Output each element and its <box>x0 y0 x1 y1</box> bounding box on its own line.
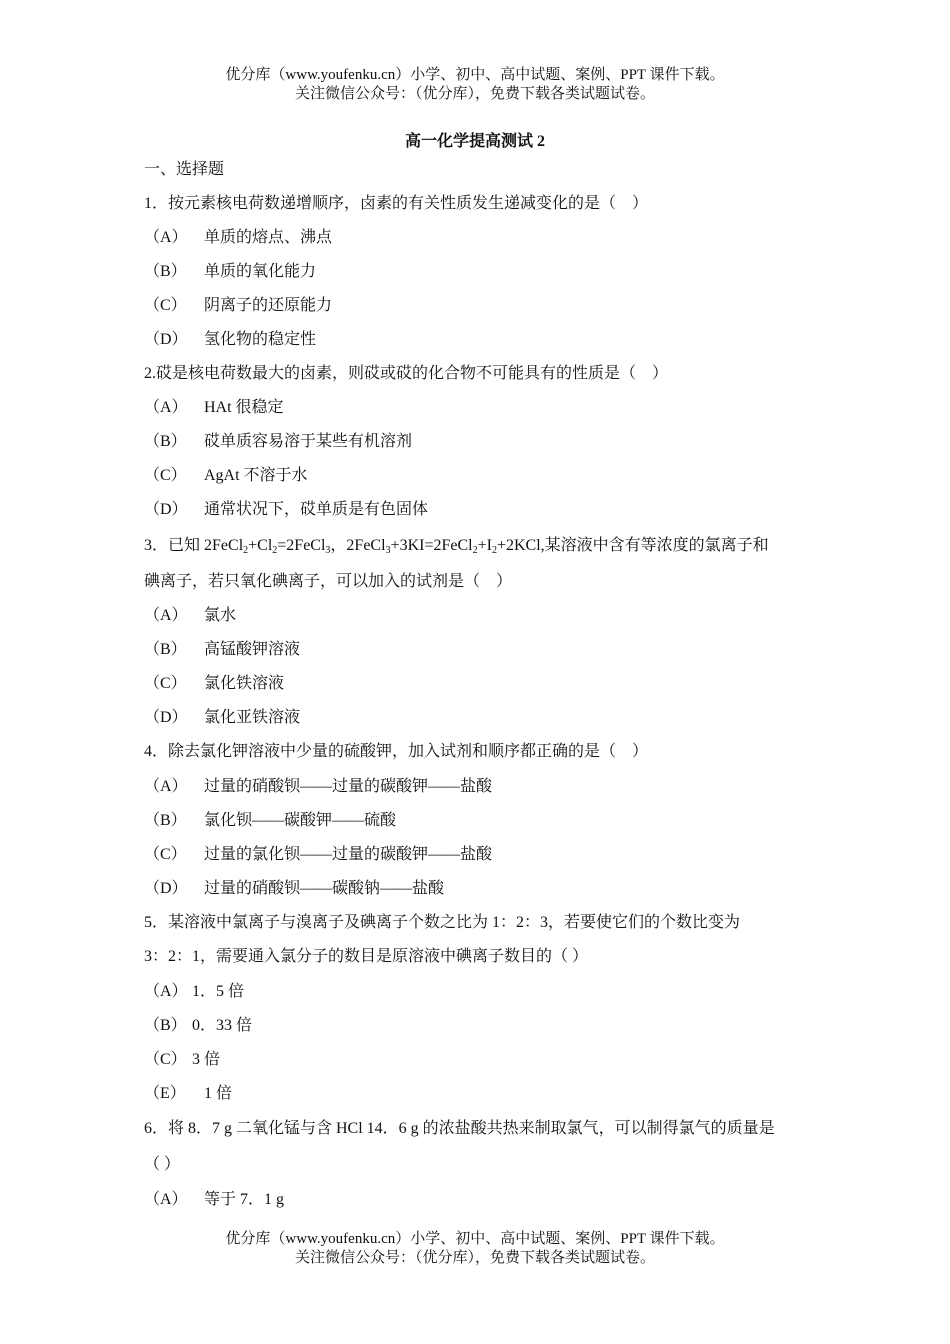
question-4-option-b <box>144 811 396 831</box>
question-2-option-a <box>144 398 284 418</box>
option-label: （B） <box>144 812 187 829</box>
question-3-option-b <box>144 640 300 660</box>
option-label: （C） <box>144 846 187 863</box>
option-label: （D） <box>144 880 188 897</box>
page-title: 高一化学提高测试 2 <box>404 133 545 150</box>
question-1-option-a <box>144 228 332 248</box>
page-header <box>0 66 950 104</box>
equation-part: +I <box>477 537 492 554</box>
option-label: （A） <box>144 778 188 795</box>
option-text: 0．33 倍 <box>192 1017 253 1034</box>
subscript: 3 <box>385 545 391 556</box>
header-line-1: 优分库（www.youfenku.cn）小学、初中、高中试题、案例、PPT 课件下载。 <box>225 67 725 83</box>
question-1-stem: 1．按元素核电荷数递增顺序，卤素的有关性质发生递减变化的是（ ） <box>144 195 649 212</box>
option-text: 氯化铁溶液 <box>204 675 285 692</box>
equation-part: +2KCl, <box>496 537 545 554</box>
question-1-option-d <box>144 330 316 350</box>
option-text: 氯化亚铁溶液 <box>204 709 301 726</box>
option-text: 通常状况下，砹单质是有色固体 <box>204 501 429 518</box>
option-text: 单质的氧化能力 <box>204 263 317 280</box>
question-6-stem-line-1: 6．将 8．7 g 二氧化锰与含 HCl 14．6 g 的浓盐酸共热来制取氯气，可以制得氯气的质量是 <box>144 1120 775 1137</box>
question-1-option-b <box>144 262 316 282</box>
option-text: AgAt 不溶于水 <box>204 467 308 484</box>
question-3-option-a <box>144 606 236 626</box>
subscript: 2 <box>243 545 249 556</box>
option-text: 氢化物的稳定性 <box>204 331 317 348</box>
question-4-option-a <box>144 777 492 797</box>
question-5-option-e <box>144 1084 232 1104</box>
question-2-option-d <box>144 500 428 520</box>
option-text: 阴离子的还原能力 <box>204 297 333 314</box>
option-text: 砹单质容易溶于某些有机溶剂 <box>204 433 413 450</box>
question-4-option-c <box>144 845 492 865</box>
option-label: （B） <box>144 263 187 280</box>
option-label: （A） <box>144 1191 188 1208</box>
question-2-stem: 2.砹是核电荷数最大的卤素，则砹或砹的化合物不可能具有的性质是（ ） <box>144 365 669 382</box>
option-label: （C） <box>144 467 187 484</box>
option-label: （C） <box>144 675 187 692</box>
option-label: （B） <box>144 433 187 450</box>
option-text: 1 倍 <box>204 1085 233 1102</box>
footer-line-2: 关注微信公众号：（优分库），免费下载各类试题试卷。 <box>294 1250 655 1266</box>
option-text: 高锰酸钾溶液 <box>204 641 301 658</box>
question-2-option-c <box>144 466 308 486</box>
question-6-stem-line-2: （ ） <box>144 1156 181 1173</box>
page-footer <box>0 1230 950 1268</box>
equation-part: ，2FeCl <box>330 537 386 554</box>
equation-part: +Cl <box>248 537 273 554</box>
question-5-option-c <box>144 1050 220 1070</box>
option-label: （C） <box>144 1051 187 1068</box>
option-text: 氯水 <box>204 607 237 624</box>
option-label: （A） <box>144 399 188 416</box>
question-4-option-d <box>144 879 444 899</box>
question-5-option-a <box>144 982 244 1002</box>
option-label: （E） <box>144 1085 186 1102</box>
question-4-stem: 4．除去氯化钾溶液中少量的硫酸钾，加入试剂和顺序都正确的是（ ） <box>144 743 649 760</box>
equation-part: +3KI=2FeCl <box>390 537 473 554</box>
section-heading: 一、选择题 <box>144 161 225 178</box>
question-2-option-b <box>144 432 412 452</box>
question-3-option-d <box>144 708 300 728</box>
option-label: （D） <box>144 501 188 518</box>
option-text: 等于 7．1 g <box>204 1191 285 1208</box>
option-text: 3 倍 <box>192 1051 221 1068</box>
subscript: 2 <box>272 545 278 556</box>
question-1-option-c <box>144 296 332 316</box>
subscript: 2 <box>491 545 497 556</box>
option-label: （D） <box>144 331 188 348</box>
option-text: HAt 很稳定 <box>204 399 284 416</box>
subscript: 2 <box>472 545 478 556</box>
option-label: （D） <box>144 709 188 726</box>
footer-line-1: 优分库（www.youfenku.cn）小学、初中、高中试题、案例、PPT 课件下载。 <box>225 1231 725 1247</box>
question-3-stem-line-1 <box>144 536 769 556</box>
option-label: （A） <box>144 607 188 624</box>
option-text: 过量的硝酸钡——碳酸钠——盐酸 <box>204 880 445 897</box>
header-line-2: 关注微信公众号：（优分库），免费下载各类试题试卷。 <box>294 86 655 102</box>
option-text: 单质的熔点、沸点 <box>204 229 333 246</box>
option-label: （C） <box>144 297 187 314</box>
question-6-option-a <box>144 1190 284 1210</box>
option-text: 1．5 倍 <box>192 983 245 1000</box>
option-label: （A） <box>144 229 188 246</box>
option-label: （B） <box>144 641 187 658</box>
question-5-stem-line-2: 3：2：1，需要通入氯分子的数目是原溶液中碘离子数目的（ ） <box>144 948 589 965</box>
equation-part: =2FeCl <box>277 537 326 554</box>
question-5-stem-line-1: 5．某溶液中氯离子与溴离子及碘离子个数之比为 1：2：3，若要使它们的个数比变为 <box>144 914 741 931</box>
option-label: （B） <box>144 1017 187 1034</box>
option-label: （A） <box>144 983 188 1000</box>
option-text: 氯化钡——碳酸钾——硫酸 <box>204 812 397 829</box>
question-3-stem-line-2: 碘离子，若只氧化碘离子，可以加入的试剂是（ ） <box>144 573 513 590</box>
option-text: 过量的氯化钡——过量的碳酸钾——盐酸 <box>204 846 493 863</box>
stem-suffix: 某溶液中含有等浓度的氯离子和 <box>544 537 769 554</box>
question-3-option-c <box>144 674 284 694</box>
stem-prefix: 3．已知 <box>144 537 205 554</box>
equation-part: 2FeCl <box>204 537 244 554</box>
question-5-option-b <box>144 1016 252 1036</box>
option-text: 过量的硝酸钡——过量的碳酸钾——盐酸 <box>204 778 493 795</box>
subscript: 3 <box>325 545 331 556</box>
